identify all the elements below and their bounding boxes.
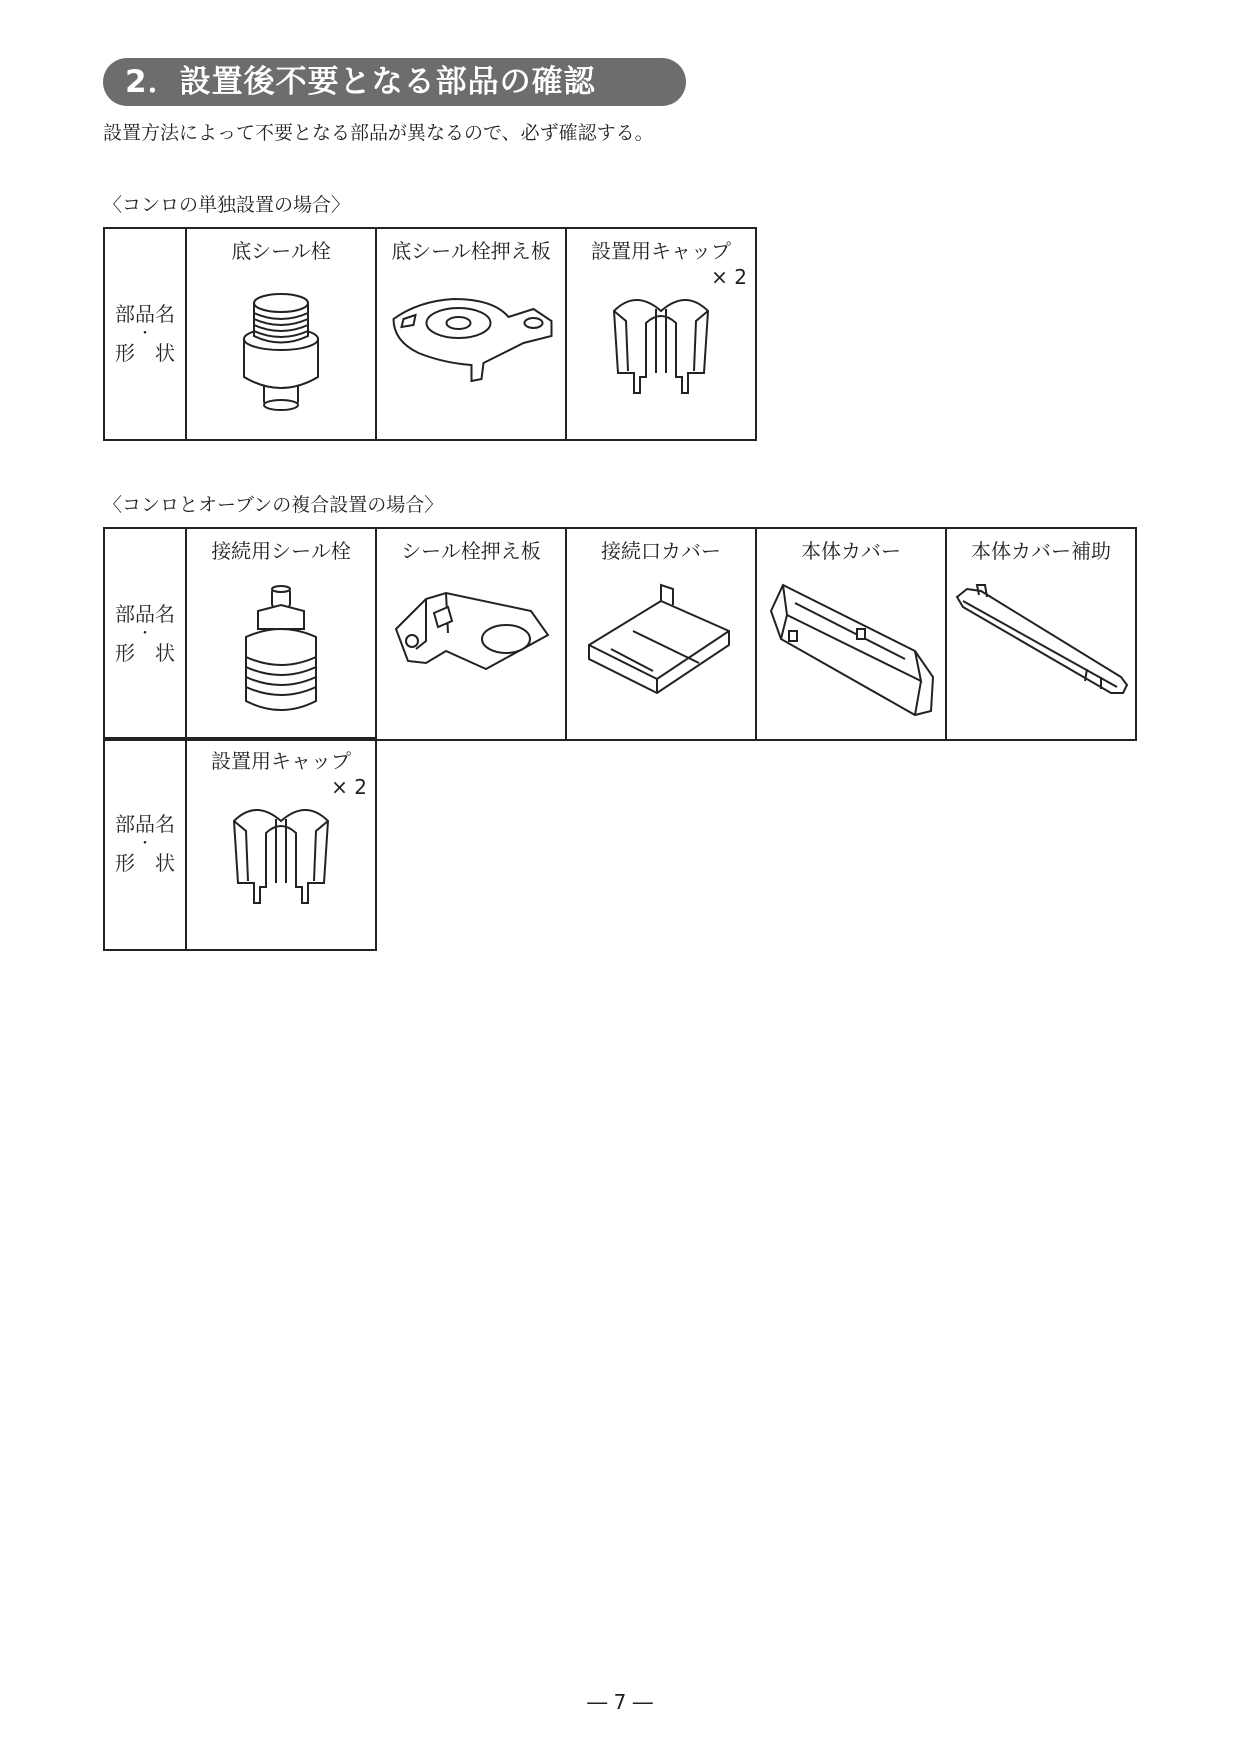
row-header-line2: 形 状 (115, 851, 175, 876)
section-title: 2．設置後不要となる部品の確認 (103, 58, 686, 106)
part-cell (186, 528, 376, 740)
row-header (104, 738, 186, 950)
case1-parts-table (103, 227, 757, 441)
case2-parts-table (103, 527, 1137, 741)
intro-text: 設置方法によって不要となる部品が異なるので、必ず確認する。 (103, 122, 654, 144)
part-cell (946, 528, 1136, 740)
installation-cap-icon (226, 791, 336, 911)
quantity-label: × 2 (711, 265, 747, 289)
part-cell (376, 228, 566, 440)
part-cell (376, 528, 566, 740)
part-name: 設置用キャップ (591, 239, 731, 263)
part-name: 設置用キャップ (211, 749, 351, 773)
connection-seal-plug-icon (236, 581, 326, 721)
part-cell (566, 528, 756, 740)
part-name: 本体カバー (801, 539, 901, 563)
row-header-line1: 部品名 (115, 601, 175, 626)
part-name: 接続用シール栓 (211, 539, 351, 563)
row-header (104, 228, 186, 440)
row-header-line2: 形 状 (115, 341, 175, 366)
seal-plug-retainer-plate-icon (384, 281, 559, 391)
installation-cap-icon (606, 281, 716, 401)
row-header (104, 528, 186, 740)
part-cell (186, 738, 376, 950)
main-body-cover-support-icon (951, 581, 1131, 701)
part-name: シール栓押え板 (401, 539, 541, 563)
case2-label: 〈コンロとオーブンの複合設置の場合〉 (103, 494, 444, 516)
row-header-dot: ・ (138, 625, 152, 642)
row-header-line2: 形 状 (115, 641, 175, 666)
connection-port-cover-icon (581, 581, 741, 701)
part-cell (566, 228, 756, 440)
part-name: 本体カバー補助 (971, 539, 1111, 563)
main-body-cover-icon (765, 581, 937, 721)
bottom-seal-plug-icon (226, 281, 336, 416)
page-number: ― 7 ― (587, 1690, 653, 1714)
row-header-line1: 部品名 (115, 301, 175, 326)
case2-parts-table-row2 (103, 737, 377, 951)
row-header-line1: 部品名 (115, 811, 175, 836)
row-header-dot: ・ (138, 325, 152, 342)
row-header-dot: ・ (138, 835, 152, 852)
quantity-label: × 2 (331, 775, 367, 799)
part-name: 接続口カバー (601, 539, 721, 563)
seal-plug-retainer-plate-icon (386, 581, 556, 691)
part-cell (756, 528, 946, 740)
part-name: 底シール栓押え板 (391, 239, 551, 263)
case1-label: 〈コンロの単独設置の場合〉 (103, 194, 351, 216)
part-cell (186, 228, 376, 440)
part-name: 底シール栓 (231, 239, 331, 263)
